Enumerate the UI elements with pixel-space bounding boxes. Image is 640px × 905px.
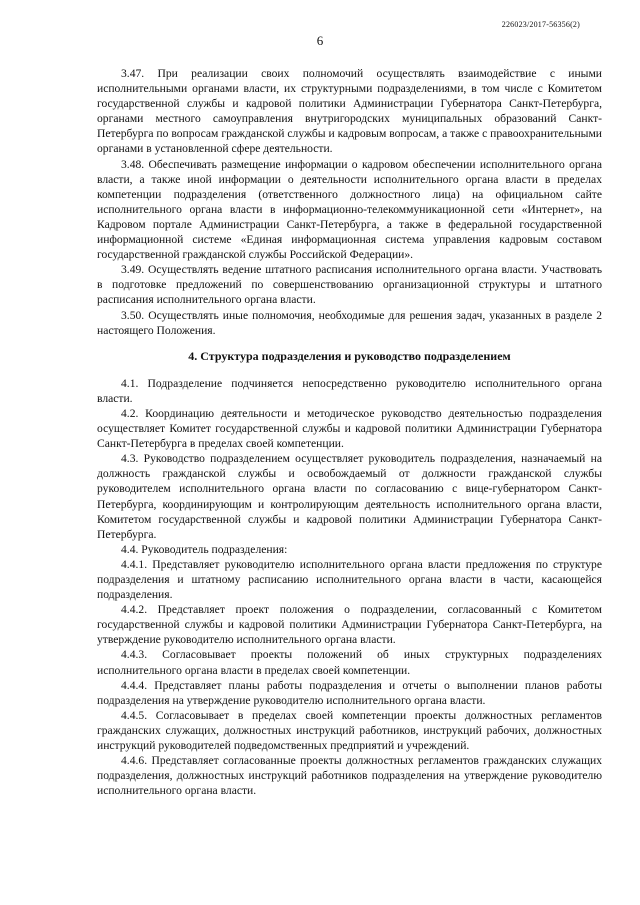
paragraph-4-4-5: 4.4.5. Согласовывает в пределах своей компетенции проекты должностных регламентов гражданских служащих, должностных инструкций работников, инструкций рабочих, должностных инструкций руководителей подведомственных предприятий и учреждений.: [97, 708, 602, 753]
paragraph-3-50: 3.50. Осуществлять иные полномочия, необходимые для решения задач, указанных в разделе 2 настоящего Положения.: [97, 308, 602, 337]
paragraph-4-1: 4.1. Подразделение подчиняется непосредственно руководителю исполнительного органа власти.: [97, 376, 602, 405]
paragraph-4-2: 4.2. Координацию деятельности и методическое руководство деятельностью подразделения осуществляет Комитет государственной службы и кадровой политики Администрации Губернатора Санкт-Петербурга в пределах своей компетенции.: [97, 406, 602, 451]
paragraph-4-4-3: 4.4.3. Согласовывает проекты положений об иных структурных подразделениях исполнительного органа власти в пределах своей компетенции.: [97, 648, 602, 677]
paragraph-3-47: 3.47. При реализации своих полномочий осуществлять взаимодействие с иными исполнительными органами власти, их структурными подразделениями, в том числе с Комитетом государственной службы и кадровой политики Администрации Губернатора Санкт-Петербурга, органами местного самоуправления внутригородских муниципальных образований Санкт-Петербурга по вопросам гражданской службы и кадровым вопросам, а также с правоохранительными органами в установленной сфере деятельности.: [97, 67, 602, 156]
paragraph-4-4: 4.4. Руководитель подразделения:: [121, 542, 288, 556]
page-number: 6: [316, 33, 324, 48]
document-code: 226023/2017-56356(2): [501, 20, 580, 29]
paragraph-4-3: 4.3. Руководство подразделением осуществляет руководитель подразделения, назначаемый на должность гражданской службы и освобождаемый от должности гражданской службы руководителем исполнительного органа власти по согласованию с вице-губернатором Санкт-Петербурга, координирующим и контролирующим деятельность исполнительного органа власти, Комитетом государственной службы и кадровой политики Администрации Губернатора Санкт-Петербурга.: [97, 452, 602, 541]
paragraph-3-49: 3.49. Осуществлять ведение штатного расписания исполнительного органа власти. Участвовать в подготовке предложений по совершенствованию организационной структуры и штатного расписания исполнительного органа власти.: [97, 263, 602, 307]
paragraph-4-4-4: 4.4.4. Представляет планы работы подразделения и отчеты о выполнении планов работы подразделения на утверждение руководителю исполнительного органа власти.: [97, 678, 602, 707]
document-body: [97, 66, 602, 798]
section-title: 4. Структура подразделения и руководство подразделением: [188, 348, 511, 363]
paragraph-4-4-2: 4.4.2. Представляет проект положения о подразделении, согласованный с Комитетом государственной службы и кадровой политики Администрации Губернатора Санкт-Петербурга, на утверждение руководителю исполнительного органа власти.: [97, 603, 602, 647]
paragraph-4-4-1: 4.4.1. Представляет руководителю исполнительного органа власти предложения по структуре подразделения и штатному расписанию исполнительного органа власти в части, касающейся подразделения.: [97, 557, 602, 602]
paragraph-4-4-6: 4.4.6. Представляет согласованные проекты должностных регламентов гражданских служащих подразделения, должностных инструкций работников подразделения на утверждение руководителю исполнительного органа власти.: [97, 754, 602, 798]
paragraph-3-48: 3.48. Обеспечивать размещение информации о кадровом обеспечении исполнительного органа власти, а также иной информации о деятельности исполнительного органа власти в пределах компетенции подразделения (ответственного должностного лица) на официальном сайте исполнительного органа власти в информационно-телекоммуникационной сети «Интернет», на Кадровом портале Администрации Санкт-Петербурга, а также в федеральной государственной информационной системе «Единая информационная система управления кадровым составом государственной гражданской службы Российской Федерации».: [97, 157, 602, 262]
